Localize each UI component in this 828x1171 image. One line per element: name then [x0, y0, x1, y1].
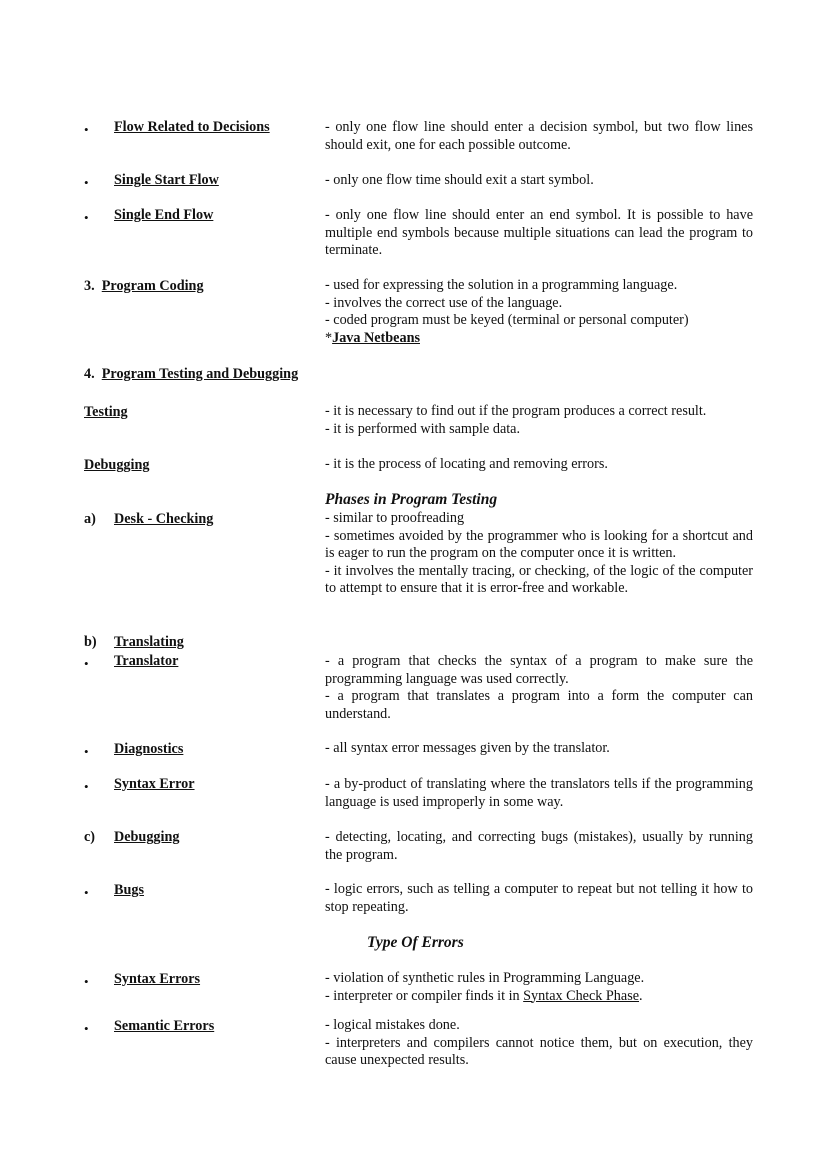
section-3-heading	[84, 278, 204, 296]
phases-title: Phases in Program Testing	[325, 491, 498, 508]
translator-para: - a program that checks the syntax of a program to make sure the programming language was used correctly.	[325, 653, 753, 687]
term-syntax-errors: Syntax Errors	[114, 971, 201, 987]
marker-b: b)	[84, 634, 97, 650]
section-4-heading	[84, 366, 298, 384]
syntax-errors-line: - violation of synthetic rules in Programming Language.	[325, 970, 645, 986]
desc-translator	[325, 653, 753, 723]
term-testing: Testing	[84, 404, 128, 420]
semantic-errors-para: - interpreters and compilers cannot notice them, but on execution, they cause unexpected results.	[325, 1034, 753, 1069]
syntax-errors-line2-prefix: - interpreter or compiler finds it in	[325, 987, 524, 1004]
desk-checking-para: - it involves the mentally tracing, or checking, of the logic of the computer to attempt to ensure that it is error-free and workable.	[325, 562, 753, 597]
desc-desk-checking	[325, 510, 753, 598]
bullet: •	[84, 210, 89, 225]
desc-single-end-flow: - only one flow line should enter an end symbol. It is possible to have multiple end symbols because multiple situations can lead the program to terminate.	[325, 207, 753, 259]
section-3-title: Program Coding	[101, 278, 204, 294]
testing-line: - it is performed with sample data.	[325, 420, 521, 437]
term-single-start-flow: Single Start Flow	[114, 172, 219, 188]
desk-checking-line: - similar to proofreading	[325, 510, 465, 526]
desc-flow-related-to-decisions: - only one flow line should enter a decision symbol, but two flow lines should exit, one for each possible outcome.	[325, 119, 753, 153]
note-prefix: *	[325, 329, 333, 346]
syntax-check-phase-text: Syntax Check Phase	[523, 987, 640, 1004]
bullet: •	[84, 122, 89, 137]
bullet: •	[84, 744, 89, 759]
term-diagnostics: Diagnostics	[114, 741, 184, 757]
bullet: •	[84, 974, 89, 989]
bullet: •	[84, 779, 89, 794]
term-debugging: Debugging	[84, 457, 150, 473]
desc-syntax-error: - a by-product of translating where the translators tells if the programming language is used improperly in some way.	[325, 776, 753, 810]
desk-checking-para: - sometimes avoided by the programmer who is looking for a shortcut and is eager to run the program on the computer once it is written.	[325, 527, 753, 562]
term-flow-related-to-decisions: Flow Related to Decisions	[114, 119, 270, 135]
desc-syntax-errors	[325, 970, 753, 1005]
bullet: •	[84, 656, 89, 671]
translator-para: - a program that translates a program into a form the computer can understand.	[325, 688, 753, 722]
desc-debugging-c: - detecting, locating, and correcting bugs (mistakes), usually by running the program.	[325, 829, 753, 863]
term-translating: Translating	[114, 634, 184, 650]
section-3-desc	[325, 277, 765, 347]
section-3-line: - involves the correct use of the language.	[325, 294, 563, 311]
term-syntax-error: Syntax Error	[114, 776, 195, 792]
desc-diagnostics: - all syntax error messages given by the translator.	[325, 740, 610, 756]
bullet: •	[84, 175, 89, 190]
term-single-end-flow: Single End Flow	[114, 207, 214, 223]
section-3-note	[325, 330, 765, 348]
types-title: Type Of Errors	[367, 934, 464, 951]
desc-bugs: - logic errors, such as telling a computer to repeat but not telling it how to stop repeating.	[325, 881, 753, 915]
term-desk-checking: Desk - Checking	[114, 511, 214, 527]
term-debugging-c: Debugging	[114, 829, 180, 845]
testing-line: - it is necessary to find out if the program produces a correct result.	[325, 403, 707, 419]
section-3-number: 3.	[84, 278, 95, 294]
syntax-errors-line2	[325, 988, 753, 1006]
section-3-line: - used for expressing the solution in a programming language.	[325, 277, 678, 293]
section-4-title: Program Testing and Debugging	[101, 366, 299, 382]
term-translator: Translator	[114, 653, 179, 669]
section-3-line: - coded program must be keyed (terminal or personal computer)	[325, 312, 689, 329]
bullet: •	[84, 1021, 89, 1036]
desc-semantic-errors	[325, 1017, 753, 1070]
term-bugs: Bugs	[114, 882, 144, 898]
desc-debugging: - it is the process of locating and removing errors.	[325, 456, 608, 472]
desc-single-start-flow: - only one flow time should exit a start symbol.	[325, 172, 594, 188]
marker-c: c)	[84, 829, 96, 845]
marker-a: a)	[84, 511, 96, 527]
section-4-number: 4.	[84, 366, 95, 382]
note-java-netbeans: Java Netbeans	[332, 329, 420, 346]
semantic-errors-line: - logical mistakes done.	[325, 1017, 460, 1033]
syntax-errors-line2-suffix: .	[639, 987, 643, 1004]
desc-testing	[325, 403, 765, 438]
term-semantic-errors: Semantic Errors	[114, 1018, 215, 1034]
bullet: •	[84, 885, 89, 900]
